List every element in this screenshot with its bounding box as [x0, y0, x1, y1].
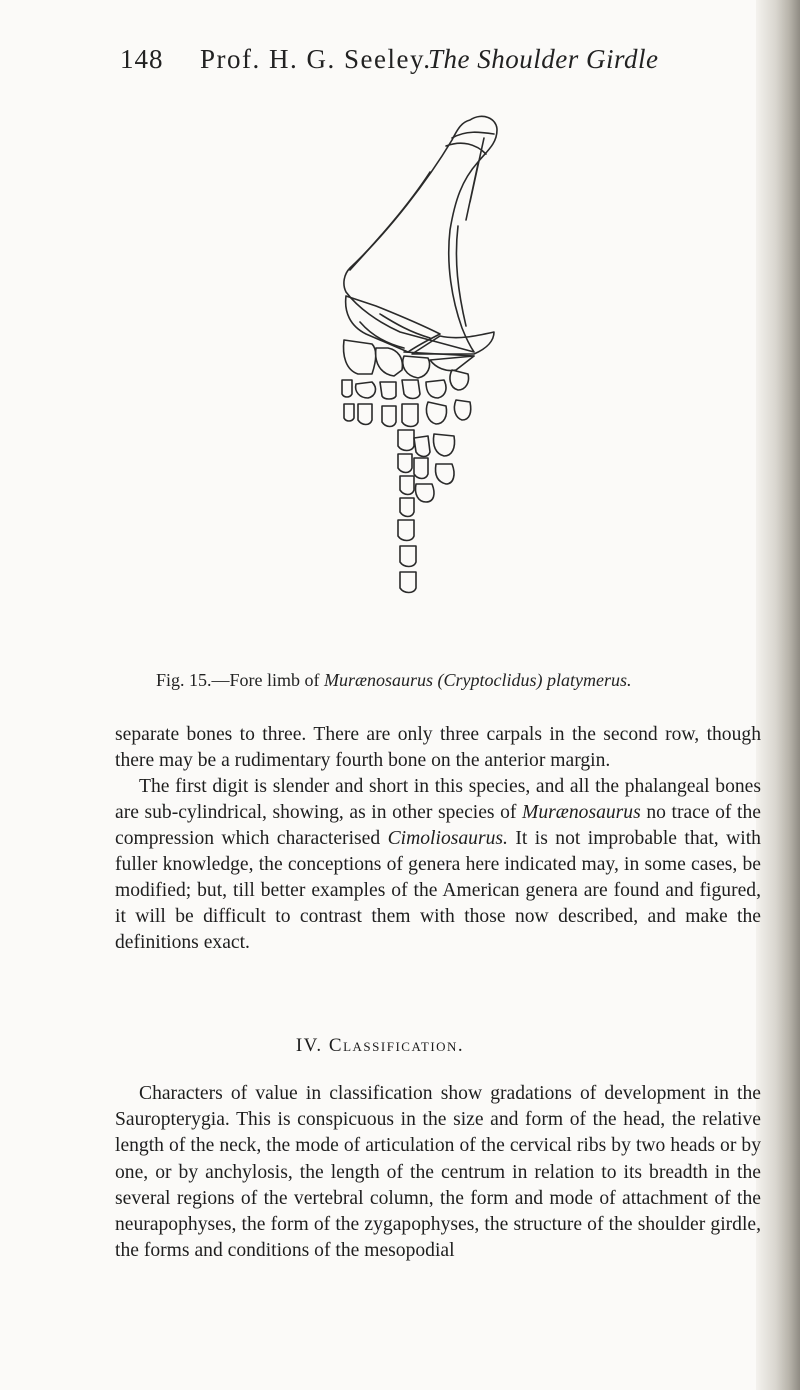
metacarpal-5 — [426, 402, 446, 424]
phalanx-11 — [400, 546, 416, 567]
phalanx-1 — [398, 430, 414, 451]
carpal-6 — [356, 382, 376, 398]
carpal-3 — [403, 356, 430, 378]
phalanx-2 — [414, 436, 430, 457]
running-header — [0, 34, 760, 84]
caption-genus: Murænosaurus — [324, 670, 434, 690]
phalanx-12 — [400, 572, 416, 593]
metacarpal-6 — [454, 400, 470, 420]
paragraph-1: separate bones to three. There are only three carpals in the second row, though there may be a rudimentary fourth bone on the anterior margin. — [115, 724, 761, 771]
section-heading — [0, 1035, 760, 1057]
figure-caption — [156, 670, 756, 691]
section-title: Classification. — [328, 1035, 465, 1056]
metacarpal-3 — [382, 406, 396, 427]
carpal-5 — [342, 380, 352, 397]
phalanx-7 — [400, 476, 414, 495]
paragraph-2-genus: Murænosaurus — [522, 802, 641, 823]
phalanx-10 — [398, 520, 414, 541]
body-text-block-2 — [115, 1081, 761, 1264]
caption-species: platymerus. — [547, 670, 632, 690]
caption-prefix: Fig. 15.—Fore limb of — [156, 670, 325, 690]
phalanx-3 — [433, 434, 454, 456]
metacarpal-2 — [358, 404, 372, 425]
running-title: The Shoulder Girdle — [428, 44, 659, 74]
phalanx-6 — [435, 464, 454, 484]
caption-subgenus: (Cryptoclidus) — [437, 670, 543, 690]
carpal-10 — [450, 370, 469, 390]
carpal-1 — [344, 340, 376, 374]
humerus-bone — [344, 116, 497, 352]
phalanx-4 — [398, 454, 412, 473]
carpal-8 — [402, 380, 420, 399]
carpal-7 — [380, 382, 396, 399]
paragraph-2-b: no trace of the compression which characterised — [115, 802, 761, 849]
paragraph-3: Characters of value in classification show gradations of development in the Sauropterygia. This is conspicuous in the size and form of the head, the relative length of the neck, the mode of articulation of the cervical ribs by two heads or by one, or by anchylosis, the length of the centrum in relation to its breadth in the several regions of the vertebral column, the form and mode of attachment of the neurapophyses, the form of the zygapophyses, the structure of the shoulder girdle, the forms and conditions of the mesopodial — [115, 1083, 761, 1262]
phalanx-9 — [400, 498, 414, 517]
section-number: IV. — [295, 1035, 323, 1056]
phalanx-8 — [415, 484, 434, 502]
paragraph-2-genus-2: Cimoliosaurus. — [387, 828, 508, 849]
paragraph-2-c: It is not improbable that, with fuller knowledge, the conceptions of genera here indicated may, in some cases, be modified; but, till better examples of the American genera are found and figured, it will be difficult to contrast them with those now described, and make the definitions exact. — [115, 828, 761, 953]
carpal-2 — [376, 348, 403, 376]
page-number: 148 — [120, 44, 164, 74]
fore-limb-drawing — [0, 100, 800, 660]
radius-bone — [346, 296, 440, 352]
running-author: Prof. H. G. Seeley. — [200, 44, 432, 74]
body-text-block-1 — [115, 722, 761, 956]
metacarpal-4 — [402, 404, 418, 427]
fore-limb-figure — [0, 100, 800, 660]
phalanx-5 — [414, 458, 428, 479]
paragraph-2-a: The first digit is slender and short in this species, and all the phalangeal bones are sub-cylindrical, showing, as in other species of — [115, 776, 761, 823]
carpal-4 — [430, 356, 474, 371]
carpal-9 — [426, 380, 446, 398]
paragraph-2 — [115, 774, 761, 956]
metacarpal-1 — [344, 404, 354, 421]
